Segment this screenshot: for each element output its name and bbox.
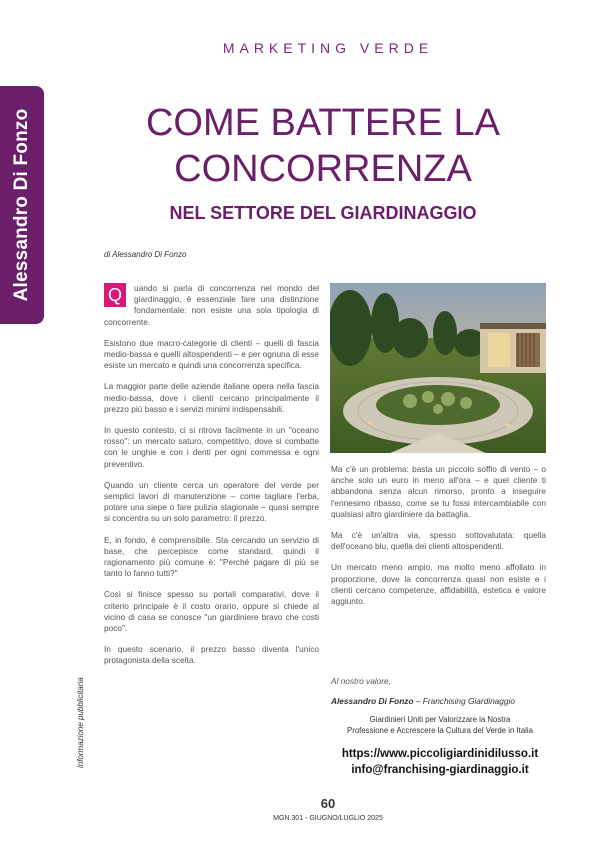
paragraph: In questo scenario, il prezzo basso diventa l'unico protagonista della scelta.	[104, 644, 319, 666]
author-side-tab	[0, 86, 44, 324]
right-column	[331, 464, 546, 617]
signature-greeting: Al nostro valore,	[331, 676, 391, 686]
paragraph: La maggior parte delle aziende italiane opera nella fascia medio-bassa, dove i clienti cercano principalmente il prezzo più basso e i servizi minimi indispensabili.	[104, 381, 319, 414]
issue-info: MGN.301 - GIUGNO/LUGLIO 2025	[273, 815, 383, 822]
signature-name: Alessandro Di Fonzo	[331, 696, 414, 706]
website-link[interactable]: https://www.piccoligiardinidilusso.it	[341, 748, 539, 760]
contact-links	[331, 746, 549, 778]
article-subtitle: NEL SETTORE DEL GIARDINAGGIO	[169, 203, 477, 223]
paragraph: Q uando si parla di concorrenza nel mondo del giardinaggio, è essenziale fare una distinzione fondamentale: non esiste una sola tipologia di concorrente.	[104, 283, 319, 327]
paragraph: Quando un cliente cerca un operatore del verde per semplici lavori di manutenzione – come tagliare l'erba, potare una siepe o fare pulizia stagionale – quasi sempre si concentra su un solo parametro: il prezzo.	[104, 479, 319, 524]
page-number: 60	[320, 796, 336, 811]
signature-block	[331, 676, 549, 778]
left-column	[104, 283, 319, 677]
paragraph: Così si finisce spesso su portali comparativi, dove il criterio principale è il costo orario, oppure si chiede al vicino di casa se conosce "un giardiniere bravo che costi poco".	[104, 589, 319, 634]
title-line-1: COME BATTERE LA	[145, 102, 501, 144]
signature-name-line: Alessandro Di Fonzo – Franchising Giardinaggio	[331, 696, 515, 706]
byline: di Alessandro Di Fonzo	[104, 250, 187, 259]
advertorial-note: informazione pubblicitaria	[76, 677, 85, 768]
article-title	[60, 100, 586, 192]
paragraph: E, in fondo, è comprensibile. Sta cercando un servizio di base, che percepisce come standard, quindi il ragionamento più comune è: "Perché pagare di più se tanto lo fanno tutti?"	[104, 534, 319, 579]
title-line-2: CONCORRENZA	[174, 148, 472, 190]
author-tab-label: Alessandro Di Fonzo	[11, 108, 32, 302]
signature-company: Franchising Giardinaggio	[422, 696, 515, 706]
paragraph: Un mercato meno ampio, ma molto meno affollato in proporzione, dove la concorrenza quasi non esiste e i clienti cercano competenze, affidabilità, estetica e valore aggiunto.	[331, 562, 546, 607]
paragraph: Ma c'è un'altra via, spesso sottovalutata: quella dell'oceano blu, quella dei clienti altospendenti.	[331, 530, 546, 552]
paragraph: Esistono due macro-categorie di clienti – quelli di fascia medio-bassa e quelli altospendenti – e per ognuna di esse esiste un mercato e quindi una concorrenza specifica.	[104, 337, 319, 371]
email-link[interactable]: info@franchising-giardinaggio.it	[351, 764, 529, 776]
section-kicker: MARKETING VERDE	[222, 40, 434, 56]
garden-photo	[330, 283, 546, 453]
paragraph: Ma c'è un problema: basta un piccolo soffio di vento – o anche solo un euro in meno all'ora – e quel cliente ti abbandona senza alcun rimorso, pronto a inseguire l'ennesimo ribasso, come se tu fossi intercambiabile con qualsiasi altro giardiniere da battaglia.	[331, 464, 546, 519]
paragraph: In questo contesto, ci si ritrova facilmente in un "oceano rosso": un mercato saturo, competitivo, dove si combatte con le unghie e con i denti per ogni commessa e ogni preventivo.	[104, 425, 319, 469]
garden-photo-illustration	[330, 283, 546, 453]
signature-tagline: Giardinieri Uniti per Valorizzare la Nostra Professione e Accrescere la Cultura del Verde in Italia	[347, 715, 533, 735]
drop-cap: Q	[104, 283, 126, 307]
